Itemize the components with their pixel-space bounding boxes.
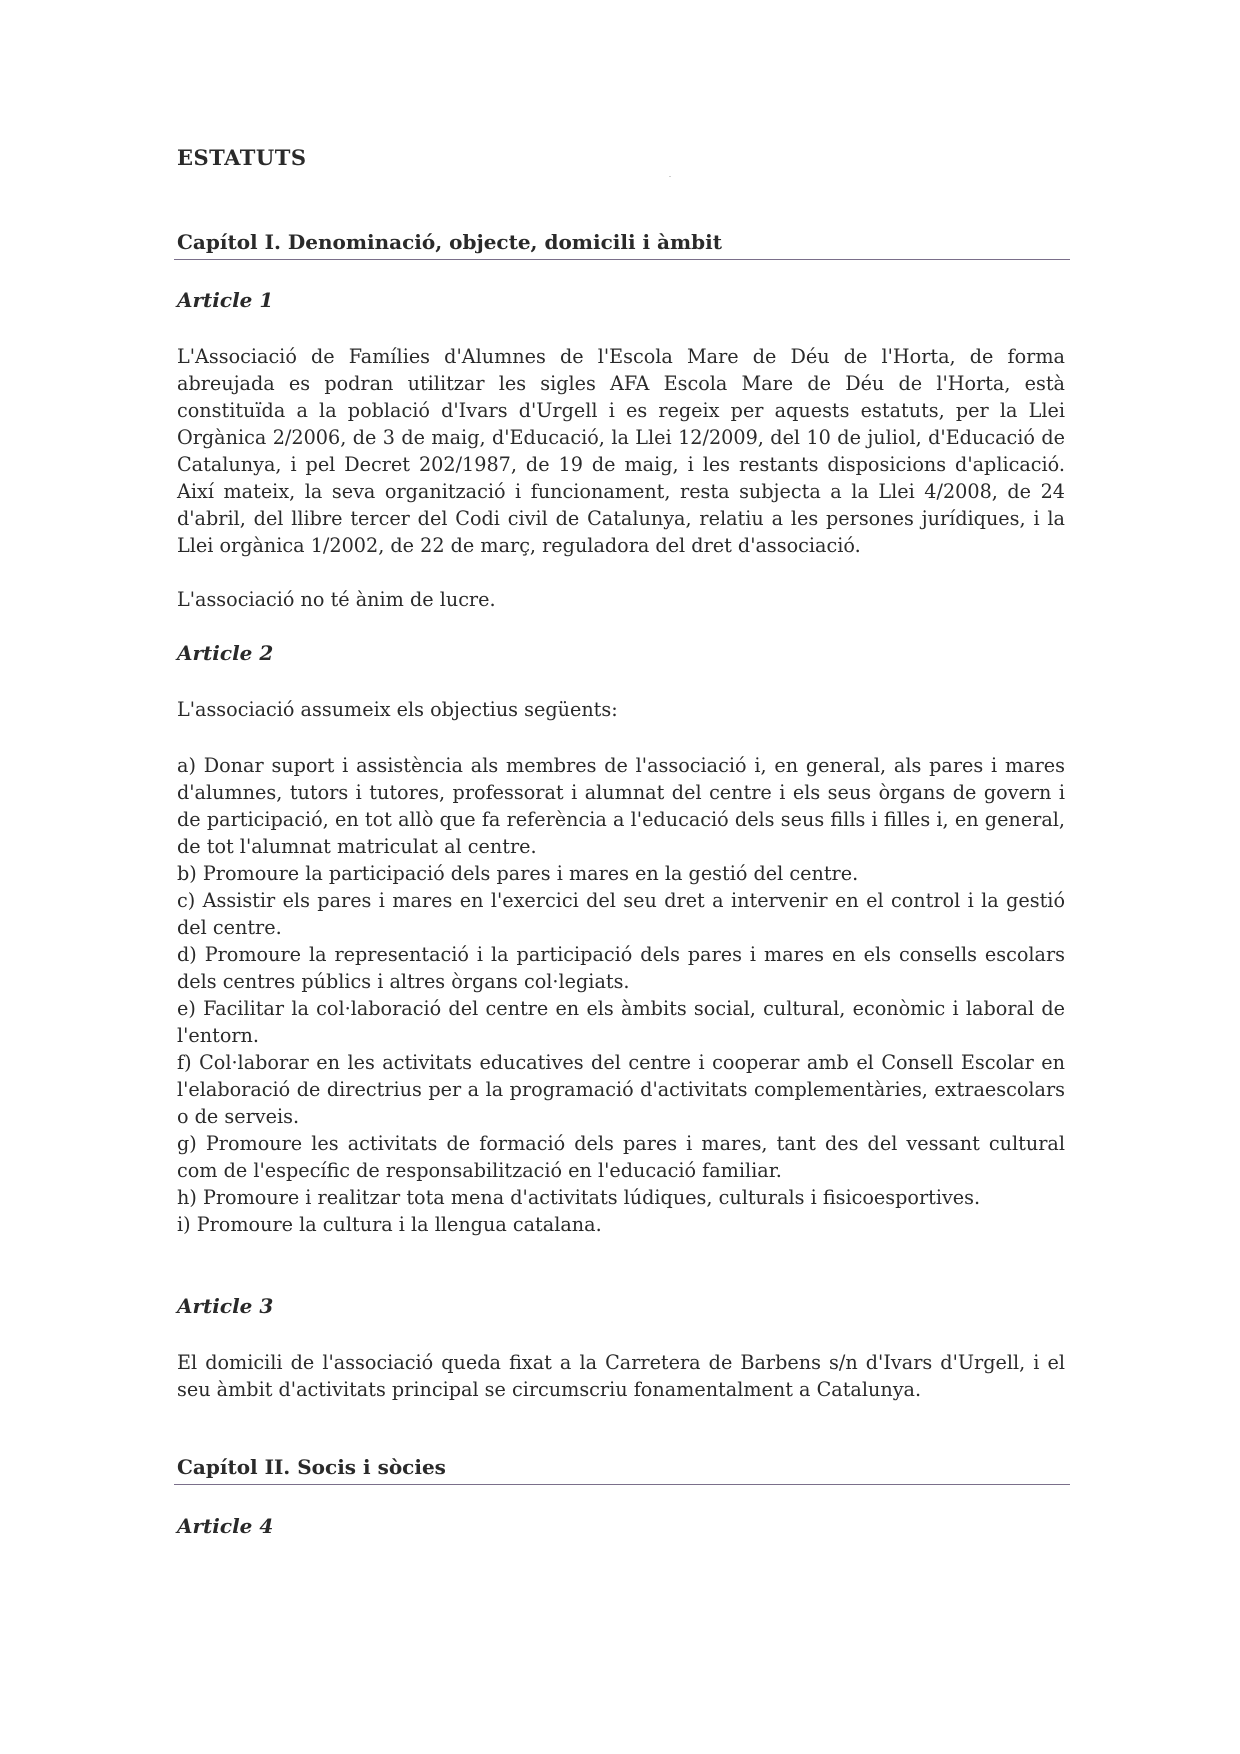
article-1-heading: Article 1 xyxy=(177,288,274,312)
article-2-objectives-list xyxy=(177,752,1065,1238)
article-1-paragraph-1: L'Associació de Famílies d'Alumnes de l'Escola Mare de Déu de l'Horta, de forma abreujada es podran utilitzar les sigles AFA Escola Mare de Déu de l'Horta, està constituïda a la població d'Ivars d'Urgell i es regeix per aquests estatuts, per la Llei Orgànica 2/2006, de 3 de maig, d'Educació, la Llei 12/2009, del 10 de juliol, d'Educació de Catalunya, i pel Decret 202/1987, de 19 de maig, i les restants disposicions d'aplicació. Així mateix, la seva organització i funcionament, resta subjecta a la Llei 4/2008, de 24 d'abril, del llibre tercer del Codi civil de Catalunya, relatiu a les persones jurídiques, i la Llei orgànica 1/2002, de 22 de març, reguladora del dret d'associació. xyxy=(177,345,1065,557)
article-3-paragraph: El domicili de l'associació queda fixat a la Carretera de Barbens s/n d'Ivars d'Urgell, i el seu àmbit d'activitats principal se circumscriu fonamentalment a Catalunya. xyxy=(177,1351,1065,1401)
document-title: ESTATUTS xyxy=(177,145,307,170)
list-item: c) Assistir els pares i mares en l'exercici del seu dret a intervenir en el control i la gestió del centre. xyxy=(177,889,1065,939)
chapter-1-heading: Capítol I. Denominació, objecte, domicili i àmbit xyxy=(174,230,1070,260)
list-item: h) Promoure i realitzar tota mena d'activitats lúdiques, culturals i fisicoesportives. xyxy=(177,1186,981,1209)
article-1-paragraph-2: L'associació no té ànim de lucre. xyxy=(177,588,496,611)
list-item: d) Promoure la representació i la participació dels pares i mares en els consells escolars dels centres públics i altres òrgans col·legiats. xyxy=(177,943,1065,993)
article-2-intro: L'associació assumeix els objectius següents: xyxy=(177,698,618,721)
list-item: e) Facilitar la col·laboració del centre en els àmbits social, cultural, econòmic i laboral de l'entorn. xyxy=(177,997,1065,1047)
list-item: f) Col·laborar en les activitats educatives del centre i cooperar amb el Consell Escolar en l'elaboració de directrius per a la programació d'activitats complementàries, extraescolars o de serveis. xyxy=(177,1051,1065,1128)
article-4-heading: Article 4 xyxy=(177,1514,274,1538)
article-3-heading: Article 3 xyxy=(177,1294,274,1318)
list-item: a) Donar suport i assistència als membres de l'associació i, en general, als pares i mares d'alumnes, tutors i tutores, professorat i alumnat del centre i els seus òrgans de govern i de participació, en tot allò que fa referència a l'educació dels seus fills i filles i, en general, de tot l'alumnat matriculat al centre. xyxy=(177,754,1065,858)
scan-speck xyxy=(669,176,671,177)
chapter-2-heading: Capítol II. Socis i sòcies xyxy=(174,1455,1070,1485)
article-2-heading: Article 2 xyxy=(177,641,274,665)
list-item: g) Promoure les activitats de formació dels pares i mares, tant des del vessant cultural com de l'específic de responsabilització en l'educació familiar. xyxy=(177,1132,1065,1182)
list-item: b) Promoure la participació dels pares i mares en la gestió del centre. xyxy=(177,862,859,885)
list-item: i) Promoure la cultura i la llengua catalana. xyxy=(177,1213,602,1236)
